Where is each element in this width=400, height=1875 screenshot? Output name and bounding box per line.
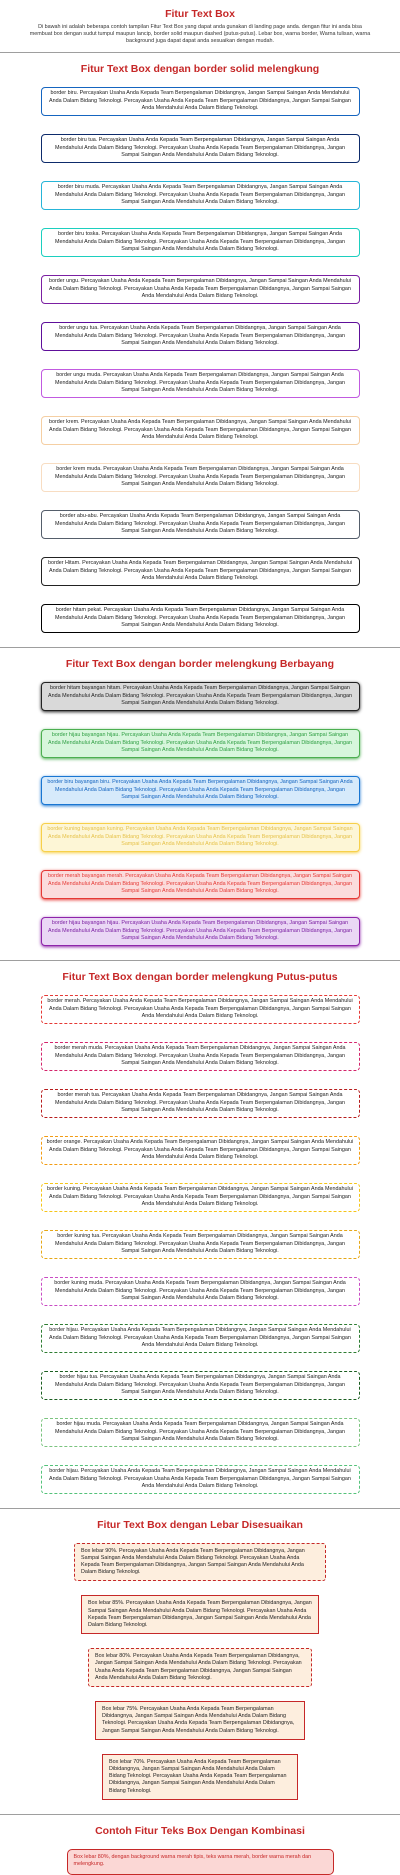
text-box-content: border kuning. Percayakan Usaha Anda Kepada Team Berpengalaman Dibidangnya, Jangan Sampai Saingan Anda Mendahului Anda Dalam Bidang Teknologi. Percayakan Usaha Anda Kepada Team Berpengalaman Dibidangnya, Jangan Sampai Saingan Anda Mendahului Anda Dalam Bidang Teknologi. <box>47 1186 353 1207</box>
width-text-box <box>81 1595 319 1634</box>
combo-text-box: Box lebar 80%, dengan background warna merah tipis, teks warna merah, border warna merah dan melengkung. <box>67 1849 334 1875</box>
text-box-content: border biru tua. Percayakan Usaha Anda Kepada Team Berpengalaman Dibidangnya, Jangan Sampai Saingan Anda Mendahului Anda Dalam Bidang Teknologi. Percayakan Usaha Anda Kepada Team Berpengalaman Dibidangnya, Jangan Sampai Saingan Anda Mendahului Anda Dalam Bidang Teknologi. <box>55 137 345 158</box>
solid-text-box <box>41 275 360 304</box>
solid-text-box <box>41 228 360 257</box>
page-title: Fitur Text Box <box>165 8 235 20</box>
solid-text-box <box>41 87 360 116</box>
text-box-content: border hitam bayangan hitam. Percayakan Usaha Anda Kepada Team Berpengalaman Dibidangnya, Jangan Sampai Saingan Anda Mendahului Anda Dalam Bidang Teknologi. Percayakan Usaha Anda Kepada Team Berpengalaman Dibidangnya, Jangan Sampai Saingan Anda Mendahului Anda Dalam Bidang Teknologi. <box>48 685 352 706</box>
dashed-text-box <box>41 1136 360 1165</box>
text-box-content: border biru bayangan biru. Percayakan Usaha Anda Kepada Team Berpengalaman Dibidangnya, Jangan Sampai Saingan Anda Mendahului Anda Dalam Bidang Teknologi. Percayakan Usaha Anda Kepada Team Berpengalaman Dibidangnya, Jangan Sampai Saingan Anda Mendahului Anda Dalam Bidang Teknologi. <box>47 779 353 800</box>
text-box-content: border krem muda. Percayakan Usaha Anda Kepada Team Berpengalaman Dibidangnya, Jangan Sampai Saingan Anda Mendahului Anda Dalam Bidang Teknologi. Percayakan Usaha Anda Kepada Team Berpengalaman Dibidangnya, Jangan Sampai Saingan Anda Mendahului Anda Dalam Bidang Teknologi. <box>55 466 345 487</box>
shadow-box-list <box>0 682 400 946</box>
text-box-content: border biru. Percayakan Usaha Anda Kepada Team Berpengalaman Dibidangnya, Jangan Sampai Saingan Anda Mendahului Anda Dalam Bidang Teknologi. Percayakan Usaha Anda Kepada Team Berpengalaman Dibidangnya, Jangan Sampai Saingan Anda Mendahului Anda Dalam Bidang Teknologi. <box>49 90 351 111</box>
text-box-content: border Hitam. Percayakan Usaha Anda Kepada Team Berpengalaman Dibidangnya, Jangan Sampai Saingan Anda Mendahului Anda Dalam Bidang Teknologi. Percayakan Usaha Anda Kepada Team Berpengalaman Dibidangnya, Jangan Sampai Saingan Anda Mendahului Anda Dalam Bidang Teknologi. <box>47 560 353 581</box>
dashed-text-box <box>41 1277 360 1306</box>
solid-text-box <box>41 416 360 445</box>
text-box-content: border hijau bayangan hijau. Percayakan Usaha Anda Kepada Team Berpengalaman Dibidangnya, Jangan Sampai Saingan Anda Mendahului Anda Dalam Bidang Teknologi. Percayakan Usaha Anda Kepada Team Berpengalaman Dibidangnya, Jangan Sampai Saingan Anda Mendahului Anda Dalam Bidang Teknologi. <box>48 920 352 941</box>
text-box-content: border hijau. Percayakan Usaha Anda Kepada Team Berpengalaman Dibidangnya, Jangan Sampai Saingan Anda Mendahului Anda Dalam Bidang Teknologi. Percayakan Usaha Anda Kepada Team Berpengalaman Dibidangnya, Jangan Sampai Saingan Anda Mendahului Anda Dalam Bidang Teknologi. <box>49 1327 351 1348</box>
text-box-content: border kuning tua. Percayakan Usaha Anda Kepada Team Berpengalaman Dibidangnya, Jangan Sampai Saingan Anda Mendahului Anda Dalam Bidang Teknologi. Percayakan Usaha Anda Kepada Team Berpengalaman Dibidangnya, Jangan Sampai Saingan Anda Mendahului Anda Dalam Bidang Teknologi. <box>55 1233 345 1254</box>
text-box-content: border ungu tua. Percayakan Usaha Anda Kepada Team Berpengalaman Dibidangnya, Jangan Sampai Saingan Anda Mendahului Anda Dalam Bidang Teknologi. Percayakan Usaha Anda Kepada Team Berpengalaman Dibidangnya, Jangan Sampai Saingan Anda Mendahului Anda Dalam Bidang Teknologi. <box>55 325 345 346</box>
solid-text-box <box>41 604 360 633</box>
text-box-content: border hijau. Percayakan Usaha Anda Kepada Team Berpengalaman Dibidangnya, Jangan Sampai Saingan Anda Mendahului Anda Dalam Bidang Teknologi. Percayakan Usaha Anda Kepada Team Berpengalaman Dibidangnya, Jangan Sampai Saingan Anda Mendahului Anda Dalam Bidang Teknologi. <box>49 1468 351 1489</box>
width-section-title: Fitur Text Box dengan Lebar Disesuaikan <box>97 1518 303 1531</box>
text-box-content: Box lebar 90%. Percayakan Usaha Anda Kepada Team Berpengalaman Dibidangnya, Jangan Sampai Saingan Anda Mendahului Anda Dalam Bidang Teknologi. Percayakan Usaha Anda Kepada Team Berpengalaman Dibidangnya, Jangan Sampai Saingan Anda Mendahului Anda Dalam Bidang Teknologi. <box>81 1547 305 1576</box>
width-text-box <box>74 1543 326 1582</box>
shadow-text-box <box>41 682 360 711</box>
solid-section-title: Fitur Text Box dengan border solid melengkung <box>80 62 320 75</box>
text-box-content: border biru muda. Percayakan Usaha Anda Kepada Team Berpengalaman Dibidangnya, Jangan Sampai Saingan Anda Mendahului Anda Dalam Bidang Teknologi. Percayakan Usaha Anda Kepada Team Berpengalaman Dibidangnya, Jangan Sampai Saingan Anda Mendahului Anda Dalam Bidang Teknologi. <box>55 184 345 205</box>
text-box-content: border merah muda. Percayakan Usaha Anda Kepada Team Berpengalaman Dibidangnya, Jangan Sampai Saingan Anda Mendahului Anda Dalam Bidang Teknologi. Percayakan Usaha Anda Kepada Team Berpengalaman Dibidangnya, Jangan Sampai Saingan Anda Mendahului Anda Dalam Bidang Teknologi. <box>54 1045 346 1066</box>
text-box-content: border merah tua. Percayakan Usaha Anda Kepada Team Berpengalaman Dibidangnya, Jangan Sampai Saingan Anda Mendahului Anda Dalam Bidang Teknologi. Percayakan Usaha Anda Kepada Team Berpengalaman Dibidangnya, Jangan Sampai Saingan Anda Mendahului Anda Dalam Bidang Teknologi. <box>55 1092 345 1113</box>
dashed-text-box <box>41 1183 360 1212</box>
text-box-content: Box lebar 80%. Percayakan Usaha Anda Kepada Team Berpengalaman Dibidangnya, Jangan Sampai Saingan Anda Mendahului Anda Dalam Bidang Teknologi. Percayakan Usaha Anda Kepada Team Berpengalaman Dibidangnya, Jangan Sampai Saingan Anda Mendahului Anda Dalam Bidang Teknologi. <box>95 1653 302 1681</box>
dashed-text-box <box>41 1371 360 1400</box>
text-box-content: border hijau muda. Percayakan Usaha Anda Kepada Team Berpengalaman Dibidangnya, Jangan Sampai Saingan Anda Mendahului Anda Dalam Bidang Teknologi. Percayakan Usaha Anda Kepada Team Berpengalaman Dibidangnya, Jangan Sampai Saingan Anda Mendahului Anda Dalam Bidang Teknologi. <box>55 1421 345 1442</box>
shadow-text-box <box>41 870 360 899</box>
dashed-text-box <box>41 1042 360 1071</box>
dashed-box-list <box>0 995 400 1494</box>
dashed-text-box <box>41 1089 360 1118</box>
solid-text-box <box>41 369 360 398</box>
text-box-content: border kuning bayangan kuning. Percayakan Usaha Anda Kepada Team Berpengalaman Dibidangnya, Jangan Sampai Saingan Anda Mendahului Anda Dalam Bidang Teknologi. Percayakan Usaha Anda Kepada Team Berpengalaman Dibidangnya, Jangan Sampai Saingan Anda Mendahului Anda Dalam Bidang Teknologi. <box>47 826 353 847</box>
shadow-text-box <box>41 729 360 758</box>
dashed-text-box <box>41 1465 360 1494</box>
shadow-text-box <box>41 776 360 805</box>
dashed-section-title: Fitur Text Box dengan border melengkung Putus-putus <box>62 970 338 983</box>
text-box-content: border ungu muda. Percayakan Usaha Anda Kepada Team Berpengalaman Dibidangnya, Jangan Sampai Saingan Anda Mendahului Anda Dalam Bidang Teknologi. Percayakan Usaha Anda Kepada Team Berpengalaman Dibidangnya, Jangan Sampai Saingan Anda Mendahului Anda Dalam Bidang Teknologi. <box>55 372 345 393</box>
dashed-text-box <box>41 1418 360 1447</box>
width-box-list <box>0 1543 400 1800</box>
width-text-box <box>102 1754 298 1800</box>
text-box-content: border krem. Percayakan Usaha Anda Kepada Team Berpengalaman Dibidangnya, Jangan Sampai Saingan Anda Mendahului Anda Dalam Bidang Teknologi. Percayakan Usaha Anda Kepada Team Berpengalaman Dibidangnya, Jangan Sampai Saingan Anda Mendahului Anda Dalam Bidang Teknologi. <box>49 419 351 440</box>
text-box-content: border kuning muda. Percayakan Usaha Anda Kepada Team Berpengalaman Dibidangnya, Jangan Sampai Saingan Anda Mendahului Anda Dalam Bidang Teknologi. Percayakan Usaha Anda Kepada Team Berpengalaman Dibidangnya, Jangan Sampai Saingan Anda Mendahului Anda Dalam Bidang Teknologi. <box>54 1280 346 1301</box>
text-box-content: border biru toska. Percayakan Usaha Anda Kepada Team Berpengalaman Dibidangnya, Jangan Sampai Saingan Anda Mendahului Anda Dalam Bidang Teknologi. Percayakan Usaha Anda Kepada Team Berpengalaman Dibidangnya, Jangan Sampai Saingan Anda Mendahului Anda Dalam Bidang Teknologi. <box>55 231 345 252</box>
combo-section-title: Contoh Fitur Teks Box Dengan Kombinasi <box>95 1824 305 1837</box>
solid-text-box <box>41 322 360 351</box>
shadow-section-title: Fitur Text Box dengan border melengkung Berbayang <box>65 657 335 670</box>
text-box-content: border hijau bayangan hijau. Percayakan Usaha Anda Kepada Team Berpengalaman Dibidangnya, Jangan Sampai Saingan Anda Mendahului Anda Dalam Bidang Teknologi. Percayakan Usaha Anda Kepada Team Berpengalaman Dibidangnya, Jangan Sampai Saingan Anda Mendahului Anda Dalam Bidang Teknologi. <box>48 732 352 753</box>
text-box-content: Box lebar 70%. Percayakan Usaha Anda Kepada Team Berpengalaman Dibidangnya, Jangan Sampai Saingan Anda Mendahului Anda Dalam Bidang Teknologi. Percayakan Usaha Anda Kepada Team Berpengalaman Dibidangnya, Jangan Sampai Saingan Anda Mendahului Anda Dalam Bidang Teknologi. <box>109 1758 287 1794</box>
text-box-content: border merah. Percayakan Usaha Anda Kepada Team Berpengalaman Dibidangnya, Jangan Sampai Saingan Anda Mendahului Anda Dalam Bidang Teknologi. Percayakan Usaha Anda Kepada Team Berpengalaman Dibidangnya, Jangan Sampai Saingan Anda Mendahului Anda Dalam Bidang Teknologi. <box>47 998 353 1019</box>
text-box-content: border merah bayangan merah. Percayakan Usaha Anda Kepada Team Berpengalaman Dibidangnya, Jangan Sampai Saingan Anda Mendahului Anda Dalam Bidang Teknologi. Percayakan Usaha Anda Kepada Team Berpengalaman Dibidangnya, Jangan Sampai Saingan Anda Mendahului Anda Dalam Bidang Teknologi. <box>47 873 353 894</box>
dashed-text-box <box>41 1324 360 1353</box>
text-box-content: border ungu. Percayakan Usaha Anda Kepada Team Berpengalaman Dibidangnya, Jangan Sampai Saingan Anda Mendahului Anda Dalam Bidang Teknologi. Percayakan Usaha Anda Kepada Team Berpengalaman Dibidangnya, Jangan Sampai Saingan Anda Mendahului Anda Dalam Bidang Teknologi. <box>49 278 351 299</box>
width-text-box <box>95 1701 305 1740</box>
dashed-text-box <box>41 995 360 1024</box>
solid-box-list <box>0 87 400 633</box>
shadow-text-box <box>41 823 360 852</box>
solid-text-box <box>41 510 360 539</box>
shadow-text-box <box>41 917 360 946</box>
solid-text-box <box>41 181 360 210</box>
solid-text-box <box>41 463 360 492</box>
text-box-content: Box lebar 75%. Percayakan Usaha Anda Kepada Team Berpengalaman Dibidangnya, Jangan Sampai Saingan Anda Mendahului Anda Dalam Bidang Teknologi. Percayakan Usaha Anda Kepada Team Berpengalaman Dibidangnya, Jangan Sampai Saingan Anda Mendahului Anda Dalam Bidang Teknologi. <box>102 1706 295 1734</box>
dashed-text-box <box>41 1230 360 1259</box>
text-box-content: border hijau tua. Percayakan Usaha Anda Kepada Team Berpengalaman Dibidangnya, Jangan Sampai Saingan Anda Mendahului Anda Dalam Bidang Teknologi. Percayakan Usaha Anda Kepada Team Berpengalaman Dibidangnya, Jangan Sampai Saingan Anda Mendahului Anda Dalam Bidang Teknologi. <box>55 1374 345 1395</box>
text-box-content: border hitam pekat. Percayakan Usaha Anda Kepada Team Berpengalaman Dibidangnya, Jangan Sampai Saingan Anda Mendahului Anda Dalam Bidang Teknologi. Percayakan Usaha Anda Kepada Team Berpengalaman Dibidangnya, Jangan Sampai Saingan Anda Mendahului Anda Dalam Bidang Teknologi. <box>55 607 345 628</box>
text-box-content: Box lebar 85%. Percayakan Usaha Anda Kepada Team Berpengalaman Dibidangnya, Jangan Sampai Saingan Anda Mendahului Anda Dalam Bidang Teknologi. Percayakan Usaha Anda Kepada Team Berpengalaman Dibidangnya, Jangan Sampai Saingan Anda Mendahului Anda Dalam Bidang Teknologi. <box>88 1600 312 1629</box>
solid-text-box <box>41 557 360 586</box>
text-box-content: border abu-abu. Percayakan Usaha Anda Kepada Team Berpengalaman Dibidangnya, Jangan Sampai Saingan Anda Mendahului Anda Dalam Bidang Teknologi. Percayakan Usaha Anda Kepada Team Berpengalaman Dibidangnya, Jangan Sampai Saingan Anda Mendahului Anda Dalam Bidang Teknologi. <box>55 513 345 534</box>
text-box-content: border orange. Percayakan Usaha Anda Kepada Team Berpengalaman Dibidangnya, Jangan Sampai Saingan Anda Mendahului Anda Dalam Bidang Teknologi. Percayakan Usaha Anda Kepada Team Berpengalaman Dibidangnya, Jangan Sampai Saingan Anda Mendahului Anda Dalam Bidang Teknologi. <box>46 1139 354 1160</box>
width-text-box <box>88 1648 312 1687</box>
intro-text: Di bawah ini adalah beberapa contoh tampilan Fitur Text Box yang dapat anda gunakan di landing page anda. dengan fitur ini anda bisa membuat box dengan sudut tumpul maupun lancip, border solid maupun dashed (putus-putus). Lebar box, warna border, Warna tulisan, warna background juga dapat dapat anda sesuaikan dengan mudah. <box>29 24 371 45</box>
solid-text-box <box>41 134 360 163</box>
